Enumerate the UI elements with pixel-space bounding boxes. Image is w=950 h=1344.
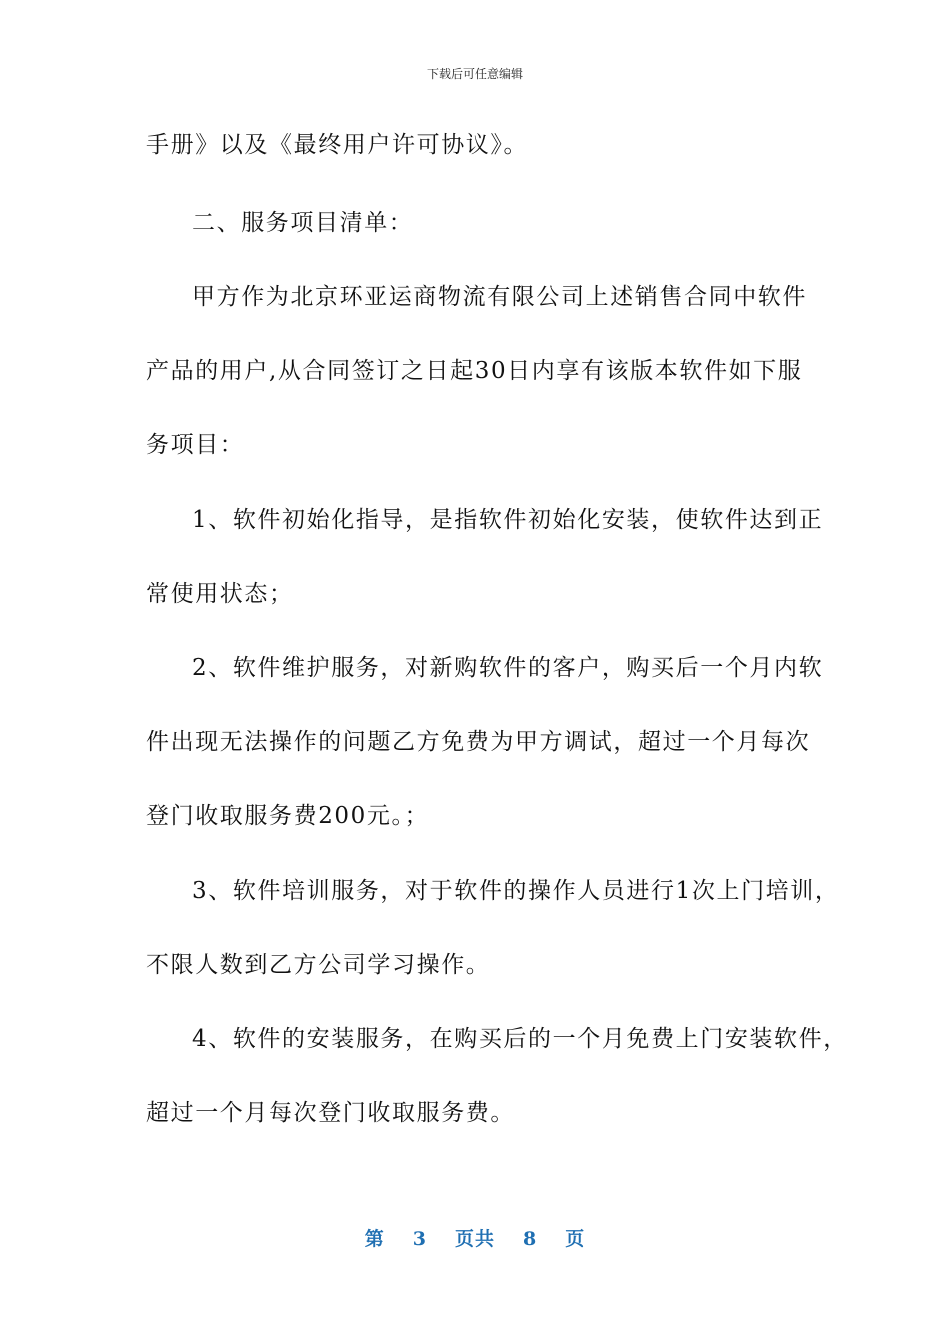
body-line-3: 甲方作为北京环亚运商物流有限公司上述销售合同中软件: [192, 284, 807, 310]
page-number-footer: [0, 1226, 950, 1252]
body-line-5: 务项目：: [146, 432, 245, 458]
item-3-line-2: 不限人数到乙方公司学习操作。: [146, 952, 491, 978]
item-4-line-2: 超过一个月每次登门收取服务费。: [146, 1100, 515, 1126]
page-header-note: 下载后可任意编辑: [426, 67, 523, 81]
item-2-line-2: 件出现无法操作的问题乙方免费为甲方调试，超过一个月每次: [146, 729, 811, 755]
item-3-line-1: 3、软件培训服务，对于软件的操作人员进行1次上门培训，: [192, 878, 840, 904]
section-heading-service-list: 二、服务项目清单：: [192, 210, 414, 236]
item-4-line-1: 4、软件的安装服务，在购买后的一个月免费上门安装软件，: [192, 1026, 848, 1052]
item-1-line-2: 常使用状态；: [146, 581, 294, 607]
body-line-4: 产品的用户,从合同签订之日起30日内享有该版本软件如下服: [146, 358, 803, 384]
footer-prefix: 第: [364, 1228, 385, 1250]
body-line-1: 手册》以及《最终用户许可协议》。: [146, 132, 529, 158]
item-1-line-1: 1、软件初始化指导，是指软件初始化安装，使软件达到正: [192, 507, 824, 533]
footer-suffix: 页: [565, 1228, 586, 1250]
item-2-line-1: 2、软件维护服务，对新购软件的客户，购买后一个月内软: [192, 655, 824, 681]
footer-total-pages: 8: [523, 1228, 538, 1250]
footer-current-page: 3: [412, 1228, 427, 1250]
item-2-line-3: 登门收取服务费200元。；: [146, 803, 430, 829]
footer-middle: 页共: [454, 1228, 495, 1250]
